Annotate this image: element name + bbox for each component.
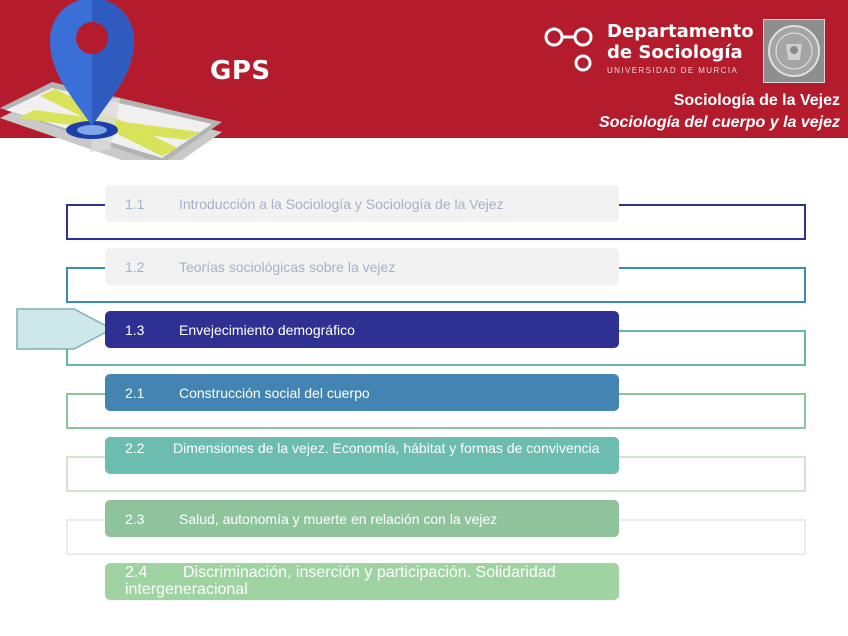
university-name: UNIVERSIDAD DE MURCIA bbox=[607, 66, 739, 75]
item-number: 2.4 bbox=[125, 564, 148, 581]
item-text: Teorías sociológicas sobre la vejez bbox=[179, 258, 396, 275]
logo-mark-icon bbox=[543, 23, 601, 75]
item-number: 1.2 bbox=[125, 258, 145, 275]
item-text: Introducción a la Sociología y Sociología de la Vejez bbox=[179, 195, 504, 212]
list-item-2-3[interactable] bbox=[105, 500, 619, 537]
list-item-2-2[interactable] bbox=[105, 437, 619, 474]
list-item-1-2[interactable] bbox=[105, 248, 619, 285]
item-number: 2.3 bbox=[125, 510, 145, 527]
list-item-2-4[interactable] bbox=[105, 563, 619, 600]
list-item-1-3-current[interactable] bbox=[105, 311, 619, 348]
course-subtitle: Sociología del cuerpo y la vejez bbox=[599, 114, 840, 131]
item-number: 1.1 bbox=[125, 195, 145, 212]
current-item-pointer-icon bbox=[16, 308, 114, 350]
item-text: Salud, autonomía y muerte en relación con la vejez bbox=[179, 510, 498, 527]
item-text: Envejecimiento demográfico bbox=[179, 321, 355, 338]
department-name-line1: Departamento bbox=[607, 21, 754, 42]
department-name-line2: de Sociología bbox=[607, 42, 743, 63]
item-text: Construcción social del cuerpo bbox=[179, 384, 370, 401]
course-title: Sociología de la Vejez bbox=[673, 92, 840, 109]
item-number: 2.1 bbox=[125, 384, 145, 401]
item-number: 1.3 bbox=[125, 321, 145, 338]
item-number: 2.2 bbox=[125, 440, 145, 456]
item-text: Dimensiones de la vejez. Economía, hábitat y formas de convivencia bbox=[173, 440, 600, 456]
list-item-2-1[interactable] bbox=[105, 374, 619, 411]
university-seal-icon bbox=[763, 19, 825, 83]
department-logo bbox=[543, 19, 843, 85]
item-text: Discriminación, inserción y participación. Solidaridad intergeneracional bbox=[125, 564, 556, 598]
gps-map-pin-icon bbox=[0, 0, 222, 160]
list-item-1-1[interactable] bbox=[105, 185, 619, 222]
page-title: GPS bbox=[210, 56, 271, 86]
